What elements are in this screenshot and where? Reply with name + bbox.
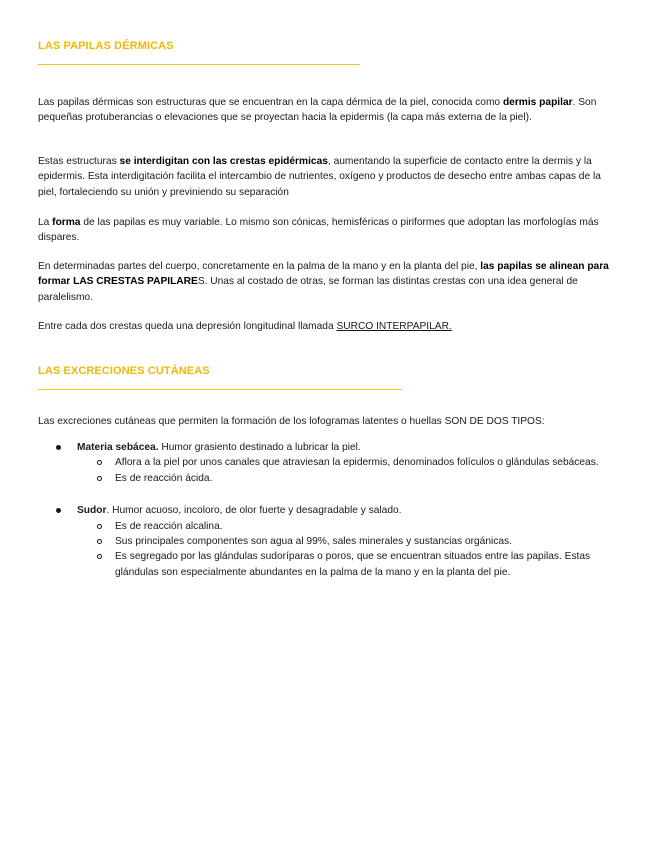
list-item-materia-sebacea [38, 440, 618, 486]
heading-underline-rule [38, 389, 402, 390]
paragraph-text: de las papilas es muy variable. Lo mismo son cónicas, hemisféricas o piriformes que adoptan las morfologías más dispares. [38, 217, 599, 244]
sub-list [77, 455, 618, 486]
sub-list-item [77, 534, 618, 549]
excretion-types-list [38, 440, 618, 580]
bold-term: las papilas se alinean para formar LAS CRESTAS PAPILARE [38, 261, 609, 288]
list-item-label: Sudor [77, 505, 107, 517]
sub-list [77, 519, 618, 581]
bullet-icon [56, 445, 61, 450]
circle-bullet-icon [97, 554, 102, 559]
paragraph-text: S. Unas al costado de otras, se forman las distintas crestas con una idea general de paralelismo. [38, 276, 578, 303]
circle-bullet-icon [97, 460, 102, 465]
sub-list-item [77, 455, 618, 470]
sub-list-item [77, 549, 618, 580]
list-item-desc: . Humor acuoso, incoloro, de olor fuerte y desagradable y salado. [106, 505, 402, 517]
sub-list-text: Sus principales componentes son agua al 99%, sales minerales y sustancias orgánicas. [115, 536, 512, 548]
sub-list-item [77, 471, 618, 486]
paragraph-text: Estas estructuras [38, 156, 120, 167]
underlined-term: SURCO INTERPAPILAR. [336, 321, 452, 332]
sub-list-text: Es segregado por las glándulas sudoríparas o poros, que se encuentran situados entre las papilas. Estas glándulas son especialmente abundantes en la palma de la mano y en la planta del pie. [115, 551, 591, 578]
section-heading-papilas: LAS PAPILAS DÉRMICAS [38, 40, 174, 52]
bold-term: forma [52, 217, 81, 228]
paragraph-text: Las papilas dérmicas son estructuras que se encuentran en la capa dérmica de la piel, conocida como [38, 97, 503, 108]
list-item-label: Materia sebácea. [77, 442, 159, 453]
sub-list-text: Es de reacción alcalina. [115, 520, 223, 532]
paragraph-text: Entre cada dos crestas queda una depresión longitudinal llamada [38, 321, 337, 332]
paragraph-text: . Son pequeñas protuberancias o elevaciones que se proyectan hacia la epidermis (la capa más externa de la piel). [38, 97, 597, 124]
sub-list-text: Aflora a la piel por unos canales que atraviesan la epidermis, denominados folículos o glándulas sebáceas. [115, 457, 599, 469]
bold-term: se interdigitan con las crestas epidérmicas [119, 156, 328, 167]
heading-underline-rule [38, 64, 360, 65]
paragraph-crestas [38, 259, 618, 305]
section-heading-excreciones: LAS EXCRECIONES CUTÁNEAS [38, 365, 210, 377]
circle-bullet-icon [97, 524, 102, 529]
paragraph-text: La [38, 217, 53, 228]
bullet-icon [56, 508, 61, 513]
circle-bullet-icon [97, 476, 102, 481]
list-item-desc: Humor grasiento destinado a lubricar la piel. [158, 442, 361, 453]
paragraph-forma [38, 215, 618, 246]
paragraph-interdigitation [38, 154, 618, 200]
paragraph-intro: Las excreciones cutáneas que permiten la formación de los lofogramas latentes o huellas SON DE DOS TIPOS: [38, 416, 545, 427]
paragraph-definition [38, 95, 618, 126]
list-item-sudor [38, 503, 618, 580]
sub-list-text: Es de reacción ácida. [115, 472, 213, 484]
paragraph-text: , aumentando la superficie de contacto entre la dermis y la epidermis. Esta interdigitación facilita el intercambio de nutrientes, oxígeno y productos de desecho entre ambas capas de la piel, fortaleciendo su unión y previniendo su separación [38, 156, 601, 198]
list-spacer [38, 486, 618, 503]
circle-bullet-icon [97, 539, 102, 544]
sub-list-item [77, 519, 618, 534]
paragraph-text: En determinadas partes del cuerpo, concretamente en la palma de la mano y en la planta del pie, [38, 261, 481, 272]
bold-term: dermis papilar [502, 97, 573, 108]
paragraph-surco [38, 319, 618, 334]
